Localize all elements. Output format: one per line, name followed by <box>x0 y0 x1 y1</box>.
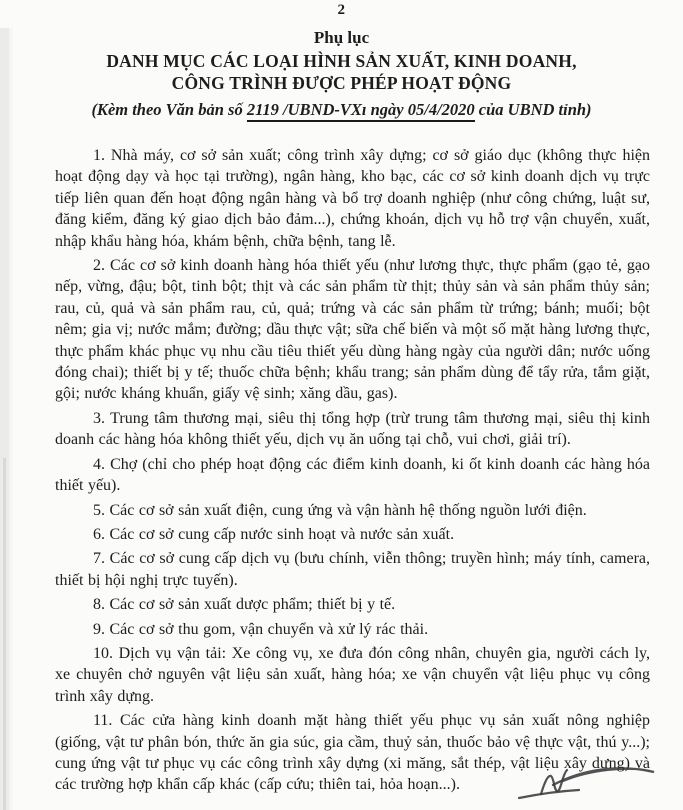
body-paragraph-1: 1. Nhà máy, cơ sở sản xuất; công trình xây dựng; cơ sở giáo dục (không thực hiện hoạt động dạy và học tại trường), ngân hàng, kho bạc, các cơ sở kinh doanh dịch vụ trực tiếp liên quan đến hoạt động ngân hàng và bổ trợ doanh nghiệp (như công chứng, luật sư, đăng kiểm, đăng ký giao dịch bảo đảm...), chứng khoán, dịch vụ hỗ trợ vận chuyển, xuất, nhập khẩu hàng hóa, khám bệnh, chữa bệnh, tang lễ. <box>55 147 650 250</box>
subtitle-suffix: của UBND tỉnh) <box>474 100 592 119</box>
document-body <box>55 145 650 796</box>
body-paragraph-10: 10. Dịch vụ vận tải: Xe công vụ, xe đưa đón công nhân, chuyên gia, người cách ly, xe chuyên chở nguyên vật liệu sản xuất, hàng hóa; xe vận chuyển vật liệu phục vụ công trình xây dựng. <box>55 644 650 705</box>
document-title-line1: DANH MỤC CÁC LOẠI HÌNH SẢN XUẤT, KINH DOANH, <box>106 51 577 71</box>
signature-mark <box>511 757 661 807</box>
scan-edge-shadow <box>3 458 6 810</box>
scan-edge-artifact <box>0 28 13 810</box>
body-paragraph-11: 11. Các cửa hàng kinh doanh mặt hàng thiết yếu phục vụ sản xuất nông nghiệp (giống, vật tư phân bón, thức ăn gia súc, gia cầm, thuỷ sản, thuốc bảo vệ thực vật, thú y...); cung ứng vật tư phục vụ các công trình xây dựng (xi măng, sắt thép, vật liệu xây dựng) và các trường hợp khẩn cấp khác (cấp cứu; thiên tai, hỏa hoạn...). <box>55 712 650 794</box>
body-paragraph-5: 5. Các cơ sở sản xuất điện, cung ứng và vận hành hệ thống nguồn lưới điện. <box>93 501 587 519</box>
body-paragraph-2: 2. Các cơ sở kinh doanh hàng hóa thiết yếu (như lương thực, thực phẩm (gạo tẻ, gạo nếp, vừng, đậu; bột, tinh bột; thịt và các sản phẩm từ thịt; thủy sản và sản phẩm thủy sản; rau, củ, quả và sản phẩm rau, củ, quả; trứng và các sản phẩm từ trứng; bánh; muối; bột nêm; gia vị; nước mắm; đường; dầu thực vật; sữa chế biến và một số mặt hàng lương thực, thực phẩm khác phục vụ nhu cầu tiêu thiết yếu dùng hàng ngày của người dân; nước uống đóng chai); thiết bị y tế; thuốc chữa bệnh; khẩu trang; sản phẩm dùng để tẩy rửa, tắm giặt, gội; nước kháng khuẩn, giấy vệ sinh; xăng dầu, gas). <box>55 257 650 403</box>
body-paragraph-9: 9. Các cơ sở thu gom, vận chuyển và xử lý rác thải. <box>93 620 429 638</box>
page-number: 2 <box>337 2 346 18</box>
document-header <box>0 28 683 120</box>
document-reference-number: 2119 /UBND-VXı ngày 05/4/2020 <box>247 100 475 122</box>
body-paragraph-3: 3. Trung tâm thương mại, siêu thị tổng hợp (trừ trung tâm thương mại, siêu thị kinh doanh các hàng hóa không thiết yếu, dịch vụ ăn uống tại chỗ, vui chơi, giải trí). <box>55 409 650 449</box>
body-paragraph-6: 6. Các cơ sở cung cấp nước sinh hoạt và nước sản xuất. <box>93 525 455 543</box>
appendix-label: Phụ lục <box>313 28 370 47</box>
document-subtitle <box>0 100 683 120</box>
body-paragraph-8: 8. Các cơ sở sản xuất dược phẩm; thiết bị y tế. <box>93 596 396 614</box>
body-paragraph-7: 7. Các cơ sở cung cấp dịch vụ (bưu chính, viễn thông; truyền hình; máy tính, camera, thiết bị hội nghị trực tuyến). <box>55 550 650 589</box>
document-title-line2: CÔNG TRÌNH ĐƯỢC PHÉP HOẠT ĐỘNG <box>171 73 512 93</box>
body-paragraph-4: 4. Chợ (chỉ cho phép hoạt động các điểm kinh doanh, ki ốt kinh doanh các hàng hóa thiết yếu). <box>55 455 650 495</box>
subtitle-prefix: (Kèm theo Văn bản số <box>91 100 247 119</box>
